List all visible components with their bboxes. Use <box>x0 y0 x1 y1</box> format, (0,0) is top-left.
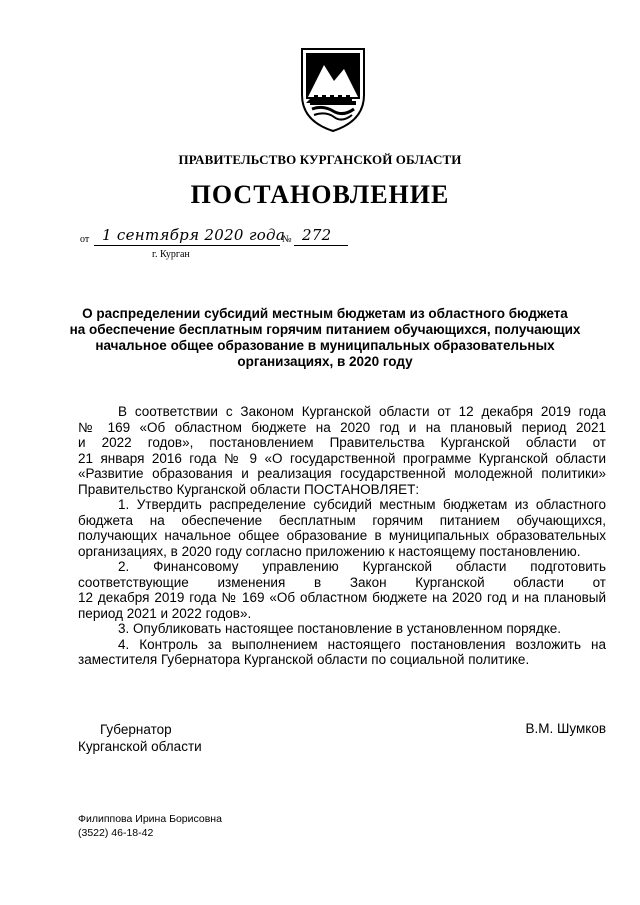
date-underline <box>94 245 280 246</box>
body-line: заместителя Губернатора Курганской области по социальной политике. <box>78 652 530 667</box>
number-underline <box>294 245 348 246</box>
city-label: г. Курган <box>152 249 190 260</box>
body-line: период 2021 и 2022 годов». <box>78 605 252 621</box>
subject-line: начальное общее образование в муниципальных образовательных <box>95 338 555 353</box>
document-type-title: ПОСТАНОВЛЕНИЕ <box>190 180 450 209</box>
body-line: 1. Утвердить распределение субсидий местным бюджетам из областного <box>118 497 606 512</box>
handwritten-date: 1 сентября 2020 года <box>102 226 286 244</box>
body-line: 3. Опубликовать настоящее постановление в установленном порядке. <box>118 621 562 636</box>
body-line: 12 декабря 2019 года № 169 «Об областном бюджете на 2020 год и на плановый <box>78 590 606 605</box>
body-line: получающих начальное общее образование в муниципальных образовательных <box>78 528 606 543</box>
body-line: 21 января 2016 года № 9 «О государственной программе Курганской области <box>78 450 606 466</box>
subject-line: на обеспечение бесплатным горячим питанием обучающихся, получающих <box>69 322 581 337</box>
coat-of-arms-emblem <box>298 45 368 133</box>
signatory-position <box>78 721 202 755</box>
handwritten-number: 272 <box>302 226 332 244</box>
body-line: «Развитие образования и реализация государственной молодежной политики» <box>78 466 606 481</box>
government-title: ПРАВИТЕЛЬСТВО КУРГАНСКОЙ ОБЛАСТИ <box>178 152 462 167</box>
position-line: Губернатор <box>100 722 172 737</box>
body-line: № 169 «Об областном бюджете на 2020 год и на плановый период 2021 <box>78 419 606 435</box>
body-line: 4. Контроль за выполнением настоящего постановления возложить на <box>118 636 606 652</box>
body-line: соответствующие изменения в Закон Курганской области от <box>78 574 606 590</box>
executor-info <box>78 812 222 840</box>
body-line: В соответствии с Законом Курганской области от 12 декабря 2019 года <box>118 404 606 419</box>
executor-name: Филиппова Ирина Борисовна <box>78 813 222 825</box>
date-number-line <box>80 228 350 248</box>
number-label: № <box>282 234 292 245</box>
body-line: и 2022 годов», постановлением Правительства Курганской области от <box>78 435 606 450</box>
executor-phone: (3522) 46-18-42 <box>78 827 154 839</box>
body-line: 2. Финансовому управлению Курганской области подготовить <box>118 559 606 574</box>
subject-line: О распределении субсидий местным бюджетам из областного бюджета <box>82 306 568 321</box>
body-line: Правительство Курганской области ПОСТАНОВЛЯЕТ: <box>78 481 420 497</box>
subject-line: организациях, в 2020 году <box>237 354 413 369</box>
body-line: организациях, в 2020 году согласно приложению к настоящему постановлению. <box>78 543 581 559</box>
date-from-label: от <box>80 234 90 245</box>
body-line: бюджета на обеспечение бесплатным горячим питанием обучающихся, <box>78 512 606 528</box>
resolution-body <box>78 404 606 668</box>
subject-heading <box>66 306 584 370</box>
position-line: Курганской области <box>78 739 202 754</box>
signatory-name: В.М. Шумков <box>525 721 606 736</box>
